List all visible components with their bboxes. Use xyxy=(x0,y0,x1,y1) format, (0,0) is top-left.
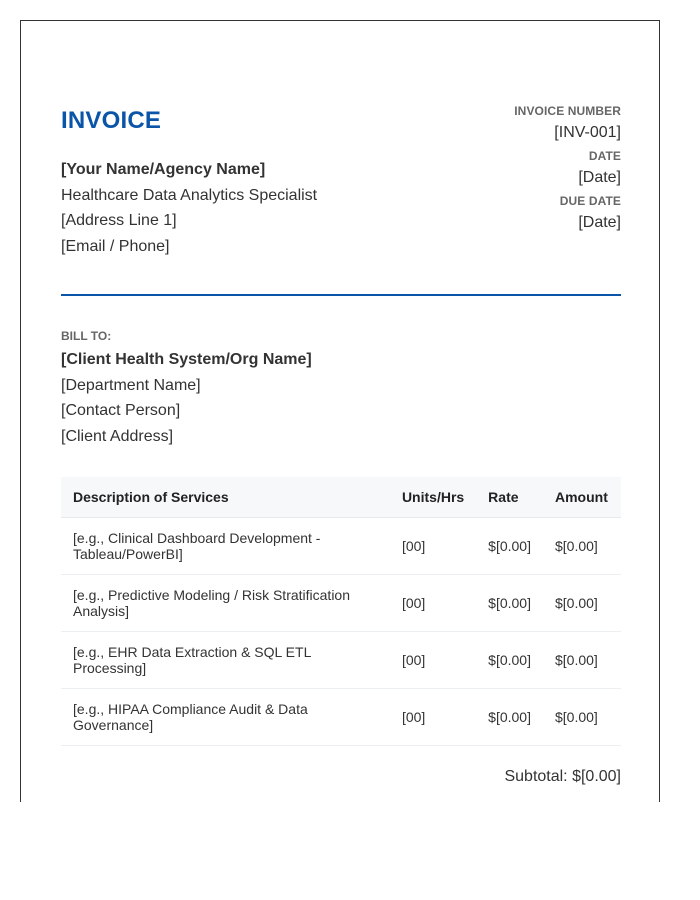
row-description: [e.g., Clinical Dashboard Development - Tableau/PowerBI] xyxy=(61,517,390,574)
table-row xyxy=(61,688,621,745)
due-date-value: [Date] xyxy=(578,214,621,231)
invoice-number-label: INVOICE NUMBER xyxy=(514,104,621,118)
bill-to-label: BILL TO: xyxy=(61,329,112,343)
row-rate: $[0.00] xyxy=(476,688,543,745)
invoice-meta xyxy=(401,103,621,238)
header-units: Units/Hrs xyxy=(390,477,476,517)
table-header-row xyxy=(61,477,621,517)
due-date-label: DUE DATE xyxy=(559,194,621,208)
client-org-name: [Client Health System/Org Name] xyxy=(61,351,312,368)
row-amount: $[0.00] xyxy=(543,574,621,631)
sender-role: Healthcare Data Analytics Specialist xyxy=(61,186,318,204)
row-rate: $[0.00] xyxy=(476,631,543,688)
sender-block xyxy=(61,157,391,259)
invoice-number-value: [INV-001] xyxy=(554,124,621,141)
sender-contact: [Email / Phone] xyxy=(61,237,170,255)
row-description: [e.g., HIPAA Compliance Audit & Data Governance] xyxy=(61,688,390,745)
bill-to-block xyxy=(61,328,461,449)
sender-address: [Address Line 1] xyxy=(61,212,177,230)
row-amount: $[0.00] xyxy=(543,631,621,688)
header-divider xyxy=(61,294,621,296)
subtotal: Subtotal: $[0.00] xyxy=(504,768,621,785)
row-amount: $[0.00] xyxy=(543,517,621,574)
date-value: [Date] xyxy=(578,169,621,186)
header-rate: Rate xyxy=(476,477,543,517)
row-units: [00] xyxy=(390,517,476,574)
header-amount: Amount xyxy=(543,477,621,517)
header-description: Description of Services xyxy=(61,477,390,517)
row-description: [e.g., EHR Data Extraction & SQL ETL Processing] xyxy=(61,631,390,688)
table-row xyxy=(61,517,621,574)
sender-name: [Your Name/Agency Name] xyxy=(61,161,266,178)
client-address: [Client Address] xyxy=(61,427,174,445)
invoice-title: INVOICE xyxy=(61,107,162,134)
row-rate: $[0.00] xyxy=(476,517,543,574)
table-row xyxy=(61,631,621,688)
row-amount: $[0.00] xyxy=(543,688,621,745)
row-description: [e.g., Predictive Modeling / Risk Stratification Analysis] xyxy=(61,574,390,631)
row-rate: $[0.00] xyxy=(476,574,543,631)
row-units: [00] xyxy=(390,574,476,631)
services-table xyxy=(61,477,621,746)
client-contact: [Contact Person] xyxy=(61,402,181,420)
invoice-page xyxy=(20,20,660,802)
date-label: DATE xyxy=(588,149,621,163)
row-units: [00] xyxy=(390,688,476,745)
client-department: [Department Name] xyxy=(61,376,201,394)
row-units: [00] xyxy=(390,631,476,688)
table-row xyxy=(61,574,621,631)
